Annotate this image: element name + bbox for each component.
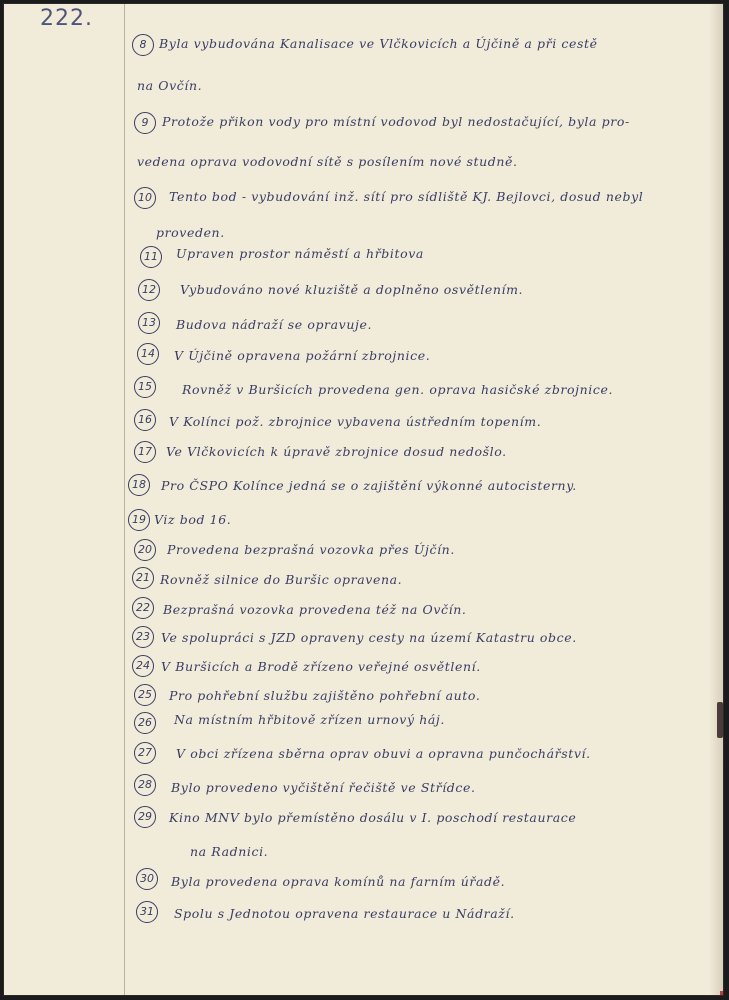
entry-text-line: V obci zřízena sběrna oprav obuvi a opravna punčochářství. — [176, 746, 591, 761]
entry-text-line: V Buršicích a Brodě zřízeno veřejné osvětlení. — [161, 659, 481, 674]
entry-number: 15 — [134, 376, 156, 398]
entry-text-line: Na místním hřbitově zřízen urnový háj. — [174, 712, 445, 727]
entry-number: 11 — [140, 246, 162, 268]
entry-number: 14 — [137, 343, 159, 365]
entry-number: 27 — [134, 742, 156, 764]
entry-text-line: Byla vybudována Kanalisace ve Vlčkovicích a Újčině a při cestě — [159, 36, 598, 51]
entry-text-line: na Radnici. — [190, 844, 269, 859]
entry-number: 24 — [132, 655, 154, 677]
entry-text-line: V Újčině opravena požární zbrojnice. — [174, 348, 431, 363]
entry-number: 9 — [134, 112, 156, 134]
entry-text-line: Pro pohřební službu zajištěno pohřební auto. — [169, 688, 481, 703]
handwritten-page — [3, 3, 724, 996]
binding-clip — [717, 702, 723, 738]
entry-text-line: Rovněž silnice do Buršic opravena. — [160, 572, 403, 587]
entry-number: 17 — [134, 441, 156, 463]
entry-text-line: Tento bod - vybudování inž. sítí pro sídliště KJ. Bejlovci, dosud nebyl — [169, 189, 644, 204]
entry-text-line: Ve Vlčkovicích k úpravě zbrojnice dosud nedošlo. — [166, 444, 507, 459]
margin-line — [124, 4, 125, 996]
entry-text-line: Rovněž v Buršicích provedena gen. oprava hasičské zbrojnice. — [182, 382, 614, 397]
entry-number: 30 — [136, 868, 158, 890]
entry-text-line: na Ovčín. — [137, 78, 203, 93]
entry-number: 18 — [128, 474, 150, 496]
entry-text-line: Kino MNV bylo přemístěno dosálu v I. poschodí restaurace — [169, 810, 577, 825]
entry-text-line: Bezprašná vozovka provedena též na Ovčín. — [163, 602, 467, 617]
entry-text-line: Vybudováno nové kluziště a doplněno osvětlením. — [180, 282, 524, 297]
entry-number: 31 — [136, 901, 158, 923]
entry-number: 13 — [138, 312, 160, 334]
page-number: 222. — [40, 6, 93, 31]
entry-number: 26 — [134, 712, 156, 734]
entry-number: 21 — [132, 567, 154, 589]
entry-text-line: Viz bod 16. — [154, 512, 232, 527]
entry-number: 22 — [132, 597, 154, 619]
entry-text-line: Bylo provedeno vyčištění řečiště ve Střídce. — [171, 780, 476, 795]
corner-marker — [720, 991, 724, 996]
entry-text-line: V Kolínci pož. zbrojnice vybavena ústředním topením. — [169, 414, 542, 429]
page-edge-shadow — [709, 4, 723, 996]
entry-text-line: Upraven prostor náměstí a hřbitova — [176, 246, 424, 261]
entry-text-line: Byla provedena oprava komínů na farním úřadě. — [171, 874, 506, 889]
entry-number: 10 — [134, 187, 156, 209]
entry-text-line: proveden. — [156, 225, 225, 240]
entry-text-line: Pro ČSPO Kolínce jedná se o zajištění výkonné autocisterny. — [161, 478, 577, 493]
entry-number: 29 — [134, 806, 156, 828]
entry-text-line: Budova nádraží se opravuje. — [176, 317, 373, 332]
entry-number: 23 — [132, 626, 154, 648]
entry-number: 28 — [134, 774, 156, 796]
entry-number: 25 — [134, 684, 156, 706]
entry-text-line: Spolu s Jednotou opravena restaurace u Nádraží. — [174, 906, 515, 921]
entry-number: 19 — [128, 509, 150, 531]
entry-text-line: vedena oprava vodovodní sítě s posílením nové studně. — [137, 154, 518, 169]
entry-number: 12 — [138, 279, 160, 301]
entry-text-line: Protože přikon vody pro místní vodovod byl nedostačující, byla pro- — [162, 114, 630, 129]
entry-number: 8 — [132, 34, 154, 56]
entry-number: 20 — [134, 539, 156, 561]
entry-number: 16 — [134, 409, 156, 431]
entry-text-line: Ve spolupráci s JZD opraveny cesty na území Katastru obce. — [161, 630, 577, 645]
entry-text-line: Provedena bezprašná vozovka přes Újčín. — [167, 542, 455, 557]
